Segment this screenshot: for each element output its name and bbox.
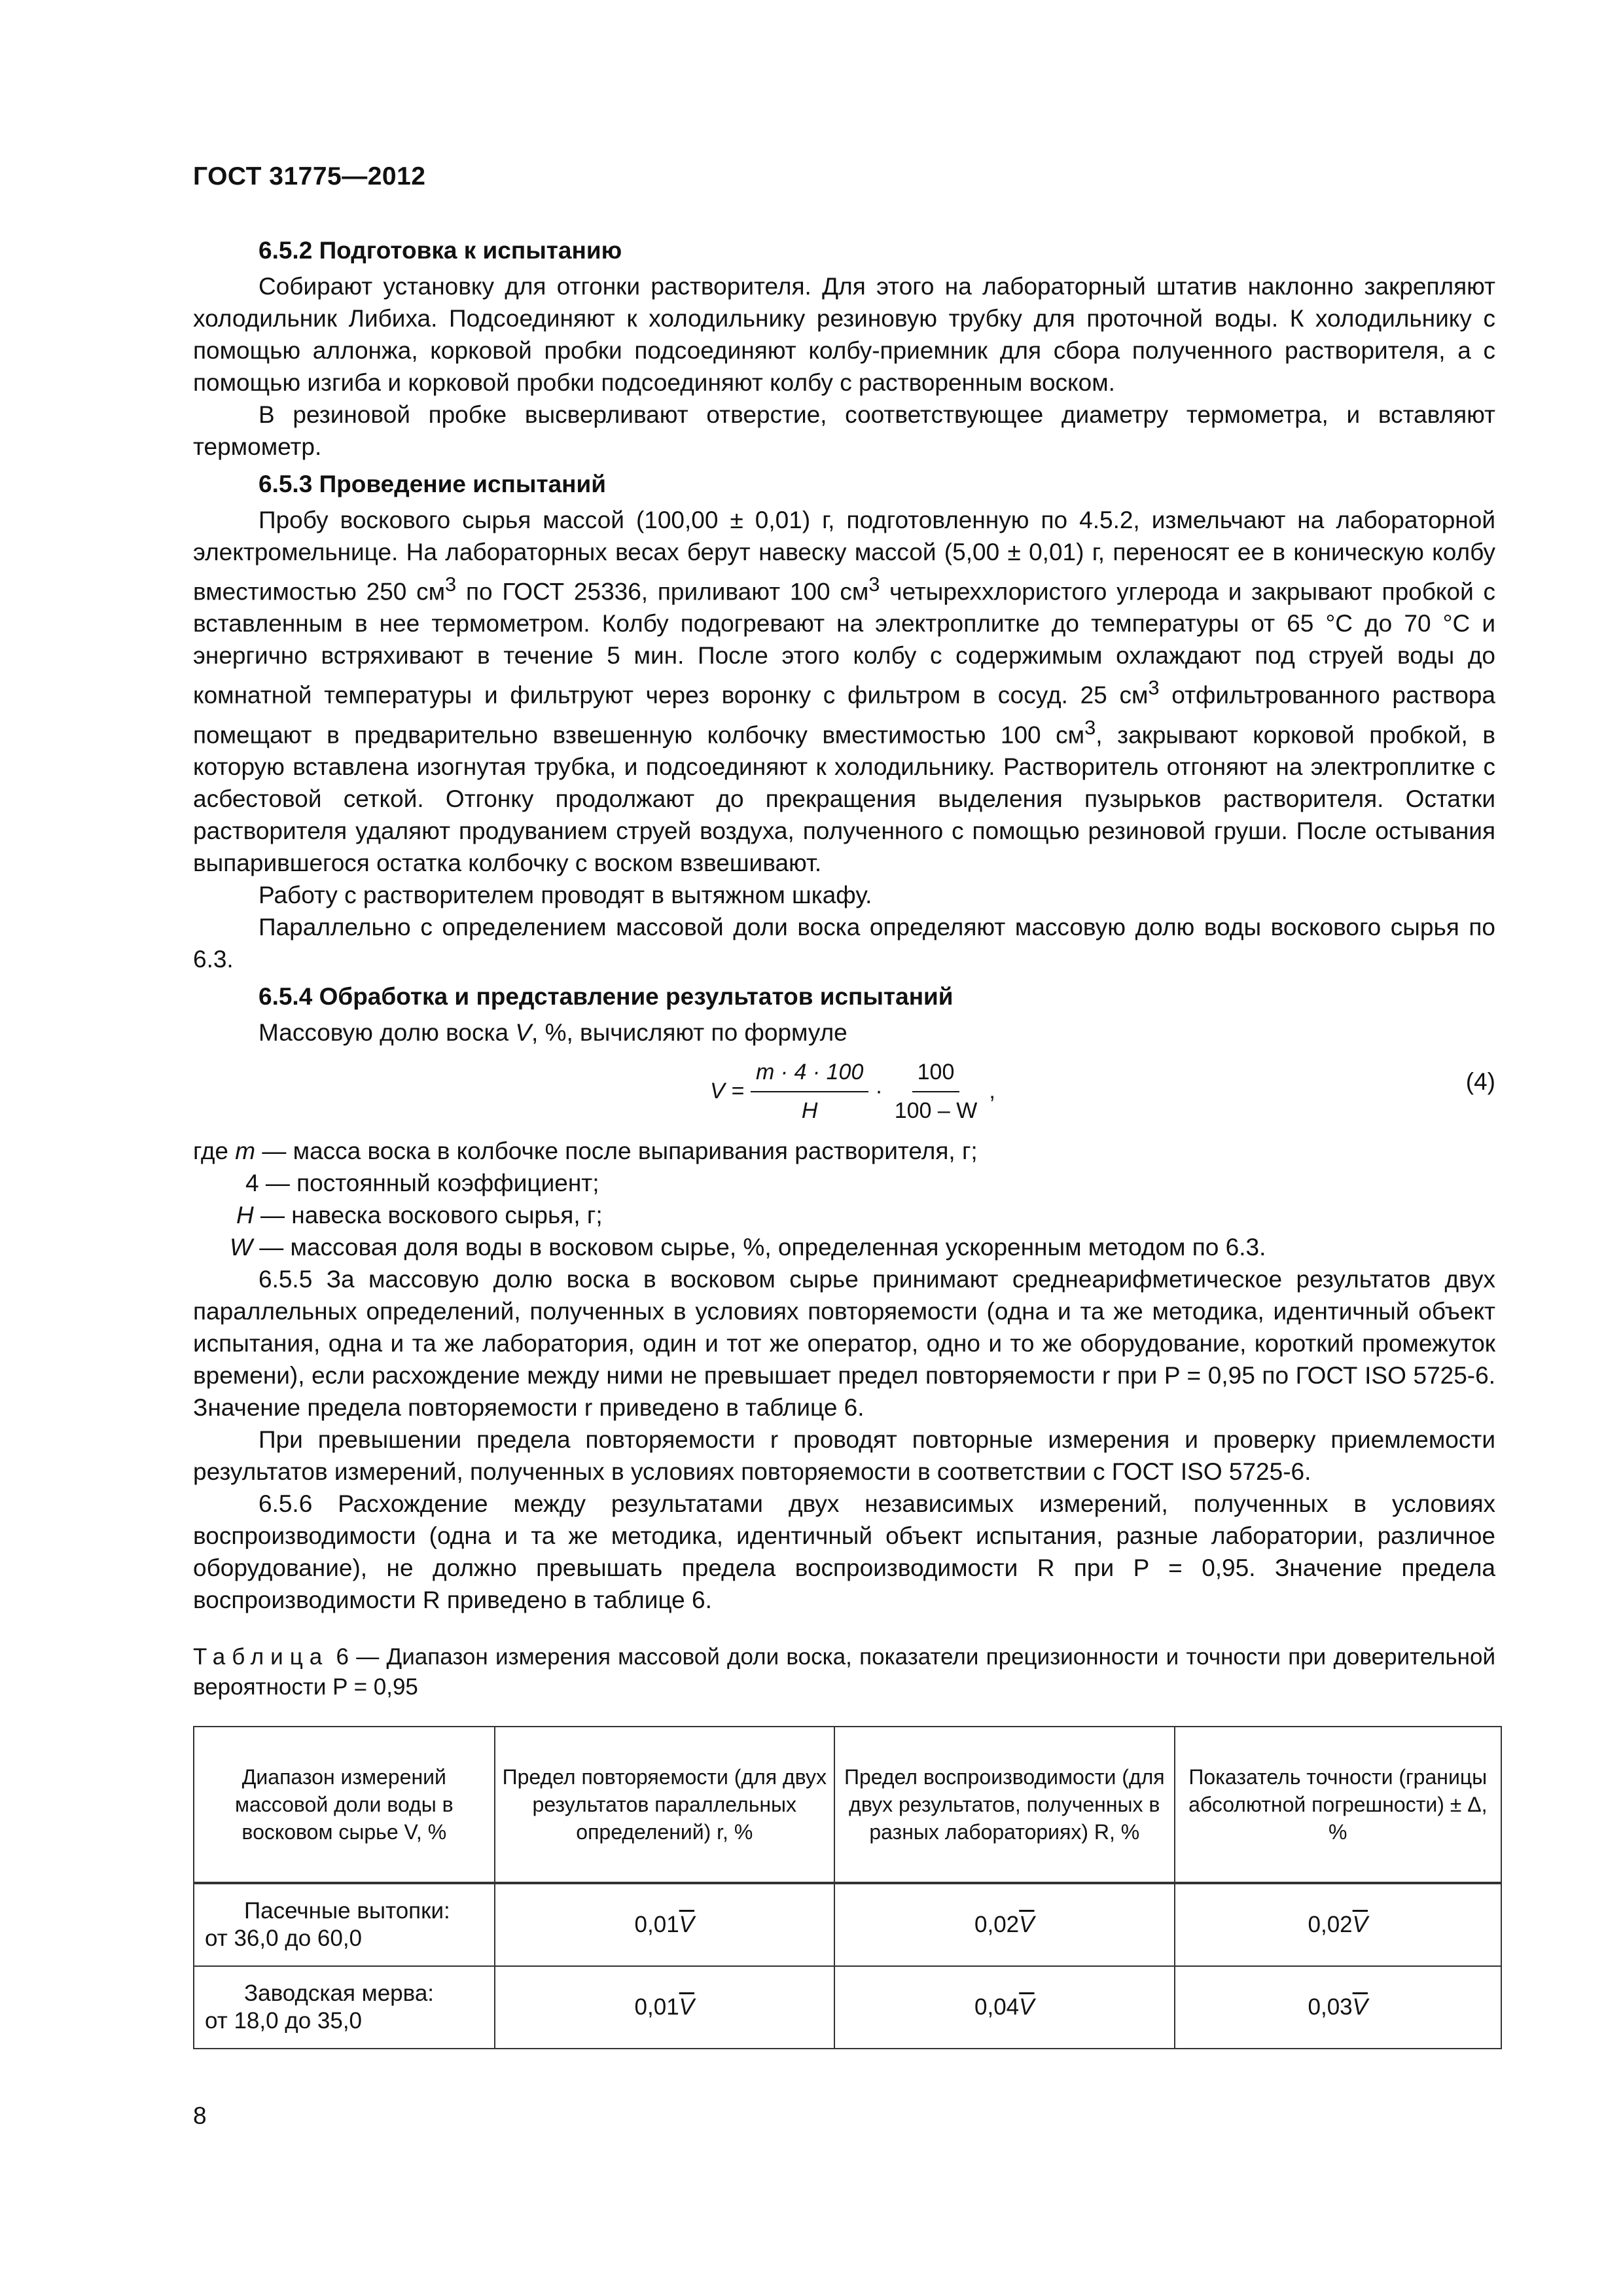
mean-symbol: $\overline{V}$ [679, 1994, 695, 2020]
header-accuracy: Показатель точности (границы абсолютной погрешности) ± Δ, % [1175, 1727, 1501, 1883]
header-range: Диапазон измерений массовой доли воды в восковом сырье V, % [194, 1727, 495, 1883]
cell-delta [1175, 1883, 1501, 1966]
paragraph-6-5-5-2: При превышении предела повторяемости r проводят повторные измерения и проверку приемлемости результатов измерений, полученных в условиях повторяемости в соответствии с ГОСТ ISO 5725-6. [193, 1426, 1495, 1485]
superscript: 3 [1084, 715, 1096, 739]
paragraph-6-5-3-2: Работу с растворителем проводят в вытяжном шкафу. [259, 881, 872, 908]
range-label: Пасечные вытопки: [244, 1897, 450, 1924]
paragraph-6-5-5-1: 6.5.5 За массовую долю воска в восковом сырье принимают среднеарифметическое результатов двух параллельных определений, полученных в условиях повторяемости (одна и та же методика, идентичный объект испытания, одна и та же лаборатория, один и тот же оператор, одно и то же оборудование, короткий промежуток времени), если расхождение между ними не превышает предел повторяемости r при P = 0,95 по ГОСТ ISO 5725-6. Значение предела повторяемости r приведено в таблице 6. [193, 1265, 1495, 1421]
text-run: четыреххлористого углерода и закрывают пробкой с вставленным в нее термометром. Колбу подогревают на электроплитке до температуры от 65 °С до 70 °С и энергично встряхивают в течение 5 мин. После этого колбу с содержимым охлаждают под струей воды до комнатной температуры и фильтруют через воронку с фильтром в сосуд. 25 см [193, 578, 1496, 709]
document-header: ГОСТ 31775—2012 [193, 162, 426, 190]
symbol-definitions [193, 1135, 1495, 1263]
fraction-1-numerator: m · 4 · 100 [751, 1056, 868, 1092]
header-repeatability: Предел повторяемости (для двух результатов параллельных определений) r, % [495, 1727, 834, 1883]
coefficient: 0,03 [1308, 1994, 1353, 2020]
text-run: — навеска воскового сырья, г; [253, 1201, 603, 1229]
formula-tail: , [989, 1079, 995, 1104]
coefficient: 0,04 [974, 1994, 1020, 2020]
document-body [193, 229, 1495, 2049]
equation-number: (4) [1465, 1067, 1495, 1095]
superscript: 3 [868, 573, 880, 596]
caption-label: Таблица [193, 1643, 329, 1670]
range-label: Заводская мерва: [244, 1980, 435, 2006]
table-header-row [194, 1727, 1501, 1883]
mean-symbol: $\overline{V}$ [1019, 1994, 1035, 2020]
definition-h [193, 1199, 1495, 1231]
paragraph-6-5-3-3: Параллельно с определением массовой доли воска определяют массовую долю воды воскового сырья по 6.3. [193, 913, 1495, 973]
text-run: где [193, 1137, 236, 1164]
text-run: , закрывают корковой пробкой, в которую вставлена изогнутая трубка, и подсоединяют к холодильнику. Растворитель отгоняют на электроплитке с асбестовой сеткой. Отгонку продолжают до прекращения выделения пузырьков растворителя. Остатки растворителя удаляют продуванием струей воздуха, полученного с помощью резиновой груши. После остывания выпарившегося остатка колбочку с воском взвешивают. [193, 721, 1495, 876]
table-6 [193, 1726, 1502, 2049]
table-row [194, 1883, 1501, 1966]
fraction-1 [751, 1056, 868, 1127]
cell-r [495, 1966, 834, 2049]
fraction-2 [889, 1056, 983, 1127]
text-run: — массовая доля воды в восковом сырье, %, определенная ускоренным методом по 6.3. [252, 1233, 1266, 1261]
cell-R [834, 1966, 1175, 2049]
cell-range [194, 1966, 495, 2049]
definition-4 [193, 1167, 1495, 1199]
range-value: от 18,0 до 35,0 [205, 2007, 363, 2034]
paragraph-6-5-6-1: 6.5.6 Расхождение между результатами двух независимых измерений, полученных в условиях воспроизводимости (одна и та же методика, идентичный объект испытания, разные лаборатории, различное оборудование), не должно превышать предела воспроизводимости R при P = 0,95. Значение предела воспроизводимости R приведено в таблице 6. [193, 1490, 1495, 1613]
heading-6-5-3: 6.5.3 Проведение испытаний [259, 471, 607, 497]
cell-r [495, 1883, 834, 1966]
paragraph-6-5-3-1 [193, 504, 1495, 879]
formula-4 [193, 1051, 1495, 1130]
symbol: H [236, 1201, 254, 1229]
paragraph-6-5-4-intro [193, 1016, 1495, 1049]
text-run: , %, вычисляют по формуле [531, 1018, 847, 1046]
page-number: 8 [193, 2102, 207, 2129]
heading-6-5-4: 6.5.4 Обработка и представление результатов испытаний [259, 982, 954, 1010]
fraction-2-denominator: 100 – W [894, 1098, 978, 1123]
superscript: 3 [445, 573, 457, 596]
mean-symbol: $\overline{V}$ [1019, 1911, 1035, 1937]
cell-range [194, 1883, 495, 1966]
coefficient: 0,01 [634, 1994, 679, 2020]
coefficient: 0,01 [634, 1911, 679, 1937]
mean-symbol: $\overline{V}$ [1352, 1911, 1368, 1937]
symbol: m [235, 1137, 256, 1164]
table-row [194, 1966, 1501, 2049]
text-run: — масса воска в колбочке после выпаривания растворителя, г; [255, 1137, 978, 1164]
fraction-2-numerator: 100 [912, 1056, 960, 1092]
caption-text: 6 — Диапазон измерения массовой доли воска, показатели прецизионности и точности при доверительной вероятности P = 0,95 [193, 1643, 1495, 1700]
coefficient: 0,02 [1308, 1911, 1353, 1937]
fraction-1-denominator: H [801, 1098, 818, 1123]
cell-R [834, 1883, 1175, 1966]
formula-dot: · [875, 1079, 883, 1104]
header-reproducibility: Предел воспроизводимости (для двух результатов, полученных в разных лабораториях) R, % [834, 1727, 1175, 1883]
formula-body [710, 1056, 995, 1127]
text-run: по ГОСТ 25336, приливают 100 см [456, 578, 869, 605]
variable: V [515, 1018, 532, 1046]
text-run: Массовую долю воска [259, 1018, 516, 1046]
range-value: от 36,0 до 60,0 [205, 1925, 363, 1951]
coefficient: 0,02 [974, 1911, 1020, 1937]
paragraph-6-5-2-1: Собирают установку для отгонки растворителя. Для этого на лабораторный штатив наклонно закрепляют холодильник Либиха. Подсоединяют к холодильнику резиновую трубку для проточной воды. К холодильнику с помощью аллонжа, корковой пробки подсоединяют колбу-приемник для сбора полученного растворителя, а с помощью изгиба и корковой пробки подсоединяют колбу с растворенным воском. [193, 273, 1495, 396]
definition-w [193, 1231, 1495, 1263]
symbol: W [230, 1233, 253, 1261]
definition-m [193, 1135, 1495, 1167]
text-run: отфильтрованного раствора помещают в предварительно взвешенную колбочку вместимостью 100 см [193, 681, 1495, 748]
heading-6-5-2: 6.5.2 Подготовка к испытанию [259, 237, 622, 264]
cell-delta [1175, 1966, 1501, 2049]
formula-lhs: V = [710, 1079, 744, 1104]
mean-symbol: $\overline{V}$ [1352, 1994, 1368, 2020]
table-6-caption [193, 1642, 1495, 1702]
symbol: 4 [245, 1169, 259, 1196]
text-run: Пробу воскового сырья массой (100,00 ± 0,01) г, подготовленную по 4.5.2, измельчают на лабораторной электромельнице. На лабораторных весах берут навеску массой (5,00 ± 0,01) г, переносят ее в коническую колбу вместимостью 250 см [193, 507, 1495, 605]
mean-symbol: $\overline{V}$ [679, 1911, 695, 1937]
text-run: — постоянный коэффициент; [259, 1169, 599, 1196]
paragraph-6-5-2-2: В резиновой пробке высверливают отверстие, соответствующее диаметру термометра, и вставляют термометр. [193, 401, 1495, 460]
superscript: 3 [1148, 676, 1160, 700]
